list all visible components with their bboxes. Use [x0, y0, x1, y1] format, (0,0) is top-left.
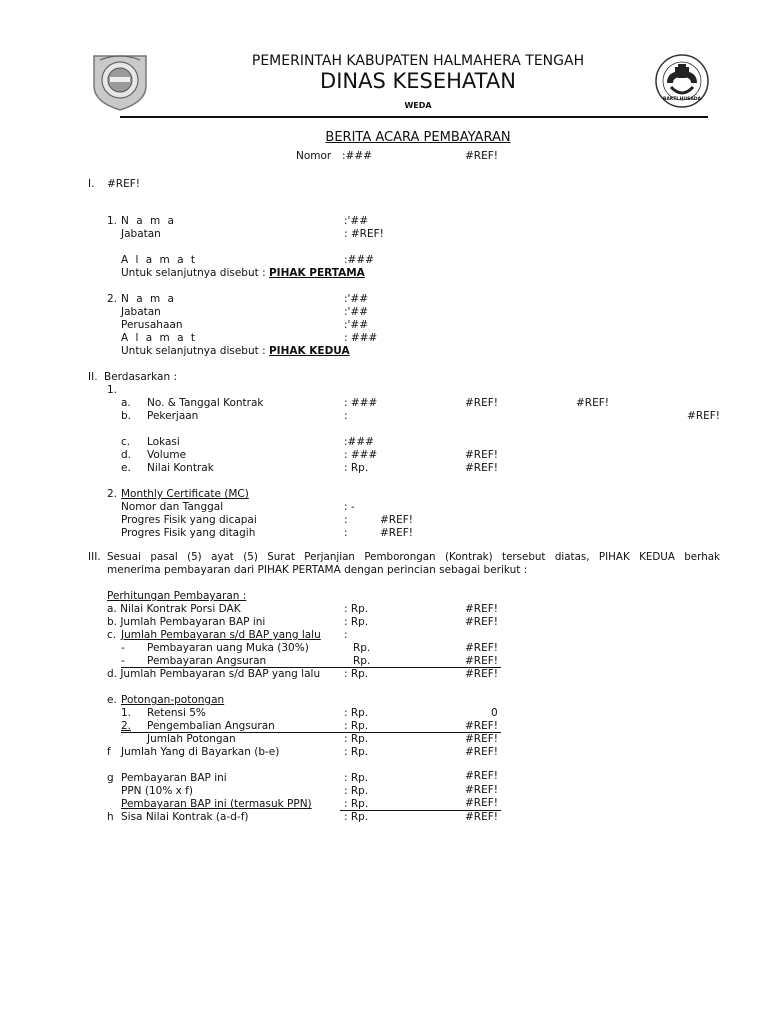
- health-logo-text: BAKTI HUSADA: [662, 97, 702, 102]
- calc-row-f-currency: : Rp.: [344, 746, 369, 758]
- item-b-label: Pekerjaan: [147, 410, 199, 422]
- section-iii-text-line1: Sesuai pasal (5) ayat (5) Surat Perjanjian Pemborongan (Kontrak) tersebut diatas, PIHAK KEDUA berhak: [107, 551, 720, 563]
- calc-row-b-value: #REF!: [465, 616, 498, 628]
- party1-designation: Untuk selanjutnya disebut : PIHAK PERTAMA: [121, 267, 365, 279]
- item-b-ref: #REF!: [687, 410, 720, 422]
- mc-progress-achieved-sep: :: [344, 514, 348, 526]
- calc-row-g2-label: PPN (10% x f): [121, 785, 193, 797]
- pihak-pertama-label: PIHAK PERTAMA: [268, 267, 365, 279]
- item-e-value: : Rp.: [344, 462, 369, 474]
- item-d-value: : ###: [344, 449, 378, 461]
- party2-name-label: N a m a: [121, 293, 176, 305]
- header-city: WEDA: [404, 101, 432, 110]
- calc-row-c2-currency: Rp.: [353, 655, 371, 667]
- calc-row-f-value: #REF!: [465, 746, 498, 758]
- calc-row-g3-label: Pembayaran BAP ini (termasuk PPN): [121, 798, 312, 810]
- mc-progress-billed-label: Progres Fisik yang ditagih: [121, 527, 256, 539]
- calc-row-e2-key: 2.: [121, 720, 132, 732]
- mc-progress-achieved-label: Progres Fisik yang dicapai: [121, 514, 257, 526]
- calc-row-g-value: #REF!: [465, 770, 498, 782]
- party2-designation: Untuk selanjutnya disebut : PIHAK KEDUA: [121, 345, 350, 357]
- calc-row-g-key: g: [107, 772, 114, 784]
- section-i-number: I.: [88, 178, 95, 190]
- calc-row-c2-label: Pembayaran Angsuran: [147, 655, 267, 667]
- regency-seal-icon: [88, 50, 152, 112]
- party2-company-label: Perusahaan: [121, 319, 183, 331]
- calc-row-d-currency: : Rp.: [344, 668, 369, 680]
- calc-row-d-label: d. Jumlah Pembayaran s/d BAP yang lalu: [107, 668, 321, 680]
- header-government-name: PEMERINTAH KABUPATEN HALMAHERA TENGAH: [251, 53, 585, 69]
- nomor-ref: #REF!: [465, 150, 498, 162]
- calc-row-d-value: #REF!: [465, 668, 498, 680]
- calc-row-c1-key: -: [121, 642, 125, 654]
- section-ii-number: II.: [88, 371, 98, 383]
- party2-name-value: :'##: [344, 293, 369, 305]
- calc-row-b-currency: : Rp.: [344, 616, 369, 628]
- calc-row-e-label: Potongan-potongan: [121, 694, 225, 706]
- item-a-label: No. & Tanggal Kontrak: [147, 397, 264, 409]
- calc-row-e1-currency: : Rp.: [344, 707, 369, 719]
- calc-row-a-currency: : Rp.: [344, 603, 369, 615]
- calc-row-e-key: e.: [107, 694, 117, 706]
- item-d-key: d.: [121, 449, 132, 461]
- calc-row-e2-value: #REF!: [465, 720, 498, 732]
- item-b-value: :: [344, 410, 348, 422]
- calc-row-e1-label: Retensi 5%: [147, 707, 206, 719]
- party1-number: 1.: [107, 215, 118, 227]
- section-i-heading: #REF!: [107, 178, 140, 190]
- item-d-ref: #REF!: [465, 449, 498, 461]
- perhitungan-heading: Perhitungan Pembayaran :: [107, 590, 247, 602]
- party1-position-label: Jabatan: [121, 228, 161, 240]
- calc-row-c1-currency: Rp.: [353, 642, 371, 654]
- calc-row-e3-label: Jumlah Potongan: [147, 733, 236, 745]
- calc-row-e3-currency: : Rp.: [344, 733, 369, 745]
- section-ii-sub1: 1.: [107, 384, 118, 396]
- calc-row-g-label: Pembayaran BAP ini: [121, 772, 227, 784]
- calc-row-f-label: Jumlah Yang di Bayarkan (b-e): [121, 746, 280, 758]
- item-e-label: Nilai Kontrak: [147, 462, 214, 474]
- calc-row-c1-value: #REF!: [465, 642, 498, 654]
- calc-row-g2-currency: : Rp.: [344, 785, 369, 797]
- item-e-ref: #REF!: [465, 462, 498, 474]
- calc-row-e1-value: 0: [491, 707, 498, 719]
- calc-row-g-currency: : Rp.: [344, 772, 369, 784]
- calc-row-e2-currency: : Rp.: [344, 720, 369, 732]
- party2-address-value: : ###: [344, 332, 378, 344]
- calc-row-g3-value: #REF!: [465, 797, 498, 809]
- calc-row-a-label: a. Nilai Kontrak Porsi DAK: [107, 603, 241, 615]
- nomor-label: Nomor: [296, 150, 332, 162]
- party2-address-label: A l a m a t: [121, 332, 198, 344]
- calc-row-e1-key: 1.: [121, 707, 132, 719]
- calc-row-e2-label: Pengembalian Angsuran: [147, 720, 275, 732]
- mc-progress-achieved-value: #REF!: [380, 514, 413, 526]
- calc-row-g2-value: #REF!: [465, 784, 498, 796]
- item-a-ref2: #REF!: [576, 397, 609, 409]
- item-a-value: : ###: [344, 397, 378, 409]
- calc-row-h-label: Sisa Nilai Kontrak (a-d-f): [121, 811, 249, 823]
- section-iii-text-line2: menerima pembayaran dari PIHAK PERTAMA dengan perincian sebagai berikut :: [107, 564, 528, 576]
- party2-company-value: :'##: [344, 319, 369, 331]
- item-d-label: Volume: [147, 449, 187, 461]
- calc-row-g3-currency: : Rp.: [344, 798, 369, 810]
- calc-row-f-key: f: [107, 746, 111, 758]
- document-title: BERITA ACARA PEMBAYARAN: [325, 130, 511, 145]
- calc-row-c-label: Jumlah Pembayaran s/d BAP yang lalu: [121, 629, 321, 641]
- mc-nomor-value: : -: [344, 501, 355, 513]
- calc-row-c2-value: #REF!: [465, 655, 498, 667]
- mc-progress-billed-value: #REF!: [380, 527, 413, 539]
- party1-position-value: : #REF!: [344, 228, 384, 240]
- item-c-label: Lokasi: [147, 436, 180, 448]
- mc-progress-billed-sep: :: [344, 527, 348, 539]
- nomor-value: :###: [342, 150, 372, 162]
- header-department-name: DINAS KESEHATAN: [320, 69, 516, 93]
- item-c-value: :###: [344, 436, 374, 448]
- party1-address-label: A l a m a t: [121, 254, 198, 266]
- mc-nomor-label: Nomor dan Tanggal: [121, 501, 224, 513]
- section-ii-heading: Berdasarkan :: [104, 371, 177, 383]
- calc-row-h-value: #REF!: [465, 811, 498, 823]
- calc-row-c1-label: Pembayaran uang Muka (30%): [147, 642, 309, 654]
- item-a-key: a.: [121, 397, 131, 409]
- party2-position-value: :'##: [344, 306, 369, 318]
- header-rule: [120, 116, 708, 118]
- calc-row-e3-value: #REF!: [465, 733, 498, 745]
- calc-row-c-key: c.: [107, 629, 117, 641]
- item-c-key: c.: [121, 436, 131, 448]
- pihak-kedua-label: PIHAK KEDUA: [268, 345, 350, 357]
- party1-name-label: N a m a: [121, 215, 176, 227]
- party1-address-value: :###: [344, 254, 374, 266]
- health-ministry-logo-icon: [653, 53, 711, 109]
- party2-number: 2.: [107, 293, 118, 305]
- mc-title: Monthly Certificate (MC): [121, 488, 249, 500]
- section-iii-number: III.: [88, 551, 101, 563]
- calc-row-c-sep: :: [344, 629, 348, 641]
- party2-position-label: Jabatan: [121, 306, 161, 318]
- item-a-ref1: #REF!: [465, 397, 498, 409]
- calc-row-c2-key: -: [121, 655, 125, 667]
- item-e-key: e.: [121, 462, 131, 474]
- calc-row-a-value: #REF!: [465, 603, 498, 615]
- mc-number: 2.: [107, 488, 118, 500]
- calc-row-b-label: b. Jumlah Pembayaran BAP ini: [107, 616, 266, 628]
- calc-row-h-currency: : Rp.: [344, 811, 369, 823]
- calc-row-h-key: h: [107, 811, 114, 823]
- item-b-key: b.: [121, 410, 132, 422]
- party1-name-value: :'##: [344, 215, 369, 227]
